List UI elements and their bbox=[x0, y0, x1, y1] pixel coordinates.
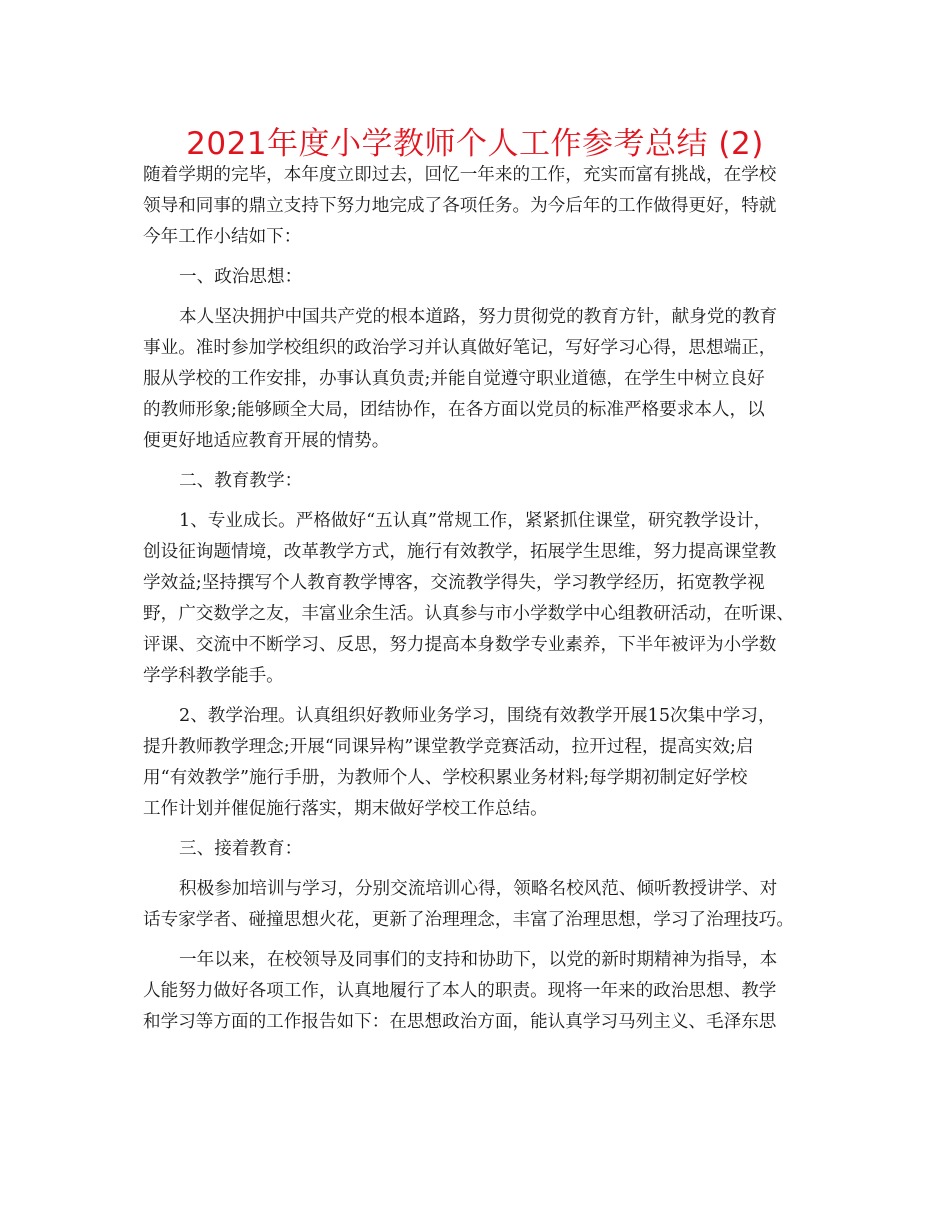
paragraph-line: 工作计划并催促施行落实，期末做好学校工作总结。 bbox=[143, 799, 548, 819]
section-heading: 一、政治思想： bbox=[179, 267, 303, 287]
paragraph-line: 人能努力做好各项工作，认真地履行了本人的职责。现将一年来的政治思想、教学 bbox=[143, 981, 777, 1001]
paragraph-line: 提升教师教学理念;开展“同课异构”课堂教学竞赛活动，拉开过程，提高实效;启 bbox=[143, 737, 754, 757]
paragraph-line: 服从学校的工作安排，办事认真负责;并能自觉遵守职业道德，在学生中树立良好 bbox=[143, 369, 765, 389]
paragraph-line: 事业。准时参加学校组织的政治学习并认真做好笔记，写好学习心得，思想端正， bbox=[143, 338, 777, 358]
paragraph-line: 积极参加培训与学习，分别交流培训心得，领略名校风范、倾听教授讲学、对 bbox=[179, 879, 778, 899]
paragraph-line: 本人坚决拥护中国共产党的根本道路，努力贯彻党的教育方针，献身党的教育 bbox=[179, 307, 778, 327]
paragraph-line: 今年工作小结如下： bbox=[143, 227, 302, 247]
section-heading: 二、教育教学： bbox=[179, 471, 303, 491]
paragraph-line: 1、专业成长。严格做好“五认真”常规工作，紧紧抓住课堂，研究教学设计， bbox=[179, 511, 772, 531]
paragraph-line: 便更好地适应教育开展的情势。 bbox=[143, 431, 390, 451]
paragraph-line: 随着学期的完毕，本年度立即过去，回忆一年来的工作，充实而富有挑战，在学校 bbox=[143, 165, 777, 185]
paragraph-line: 的教师形象;能够顾全大局，团结协作，在各方面以党员的标准严格要求本人，以 bbox=[143, 400, 765, 420]
paragraph-line: 评课、交流中不断学习、反思，努力提高本身数学专业素养，下半年被评为小学数 bbox=[143, 635, 777, 655]
section-heading: 三、接着教育： bbox=[179, 839, 303, 859]
paragraph-line: 学效益;坚持撰写个人教育教学博客，交流教学得失，学习教学经历，拓宽教学视 bbox=[143, 573, 765, 593]
paragraph-line: 和学习等方面的工作报告如下：在思想政治方面，能认真学习马列主义、毛泽东思 bbox=[143, 1012, 777, 1032]
paragraph-line: 学学科教学能手。 bbox=[143, 666, 284, 686]
document-title: 2021年度小学教师个人工作参考总结 (2) bbox=[186, 126, 764, 162]
paragraph-line: 用“有效教学”施行手册，为教师个人、学校积累业务材料;每学期初制定好学校 bbox=[143, 768, 748, 788]
paragraph-line: 野，广交数学之友，丰富业余生活。认真参与市小学数学中心组教研活动，在听课、 bbox=[143, 604, 794, 624]
paragraph-line: 2、教学治理。认真组织好教师业务学习，围绕有效教学开展15次集中学习， bbox=[179, 706, 776, 726]
paragraph-line: 创设征询题情境，改革教学方式，施行有效教学，拓展学生思维，努力提高课堂教 bbox=[143, 542, 777, 562]
paragraph-line: 一年以来，在校领导及同事们的支持和协助下，以党的新时期精神为指导，本 bbox=[179, 950, 778, 970]
paragraph-line: 领导和同事的鼎立支持下努力地完成了各项任务。为今后年的工作做得更好，特就 bbox=[143, 196, 777, 216]
paragraph-line: 话专家学者、碰撞思想火花，更新了治理理念，丰富了治理思想，学习了治理技巧。 bbox=[143, 910, 794, 930]
document-body bbox=[143, 160, 833, 1038]
